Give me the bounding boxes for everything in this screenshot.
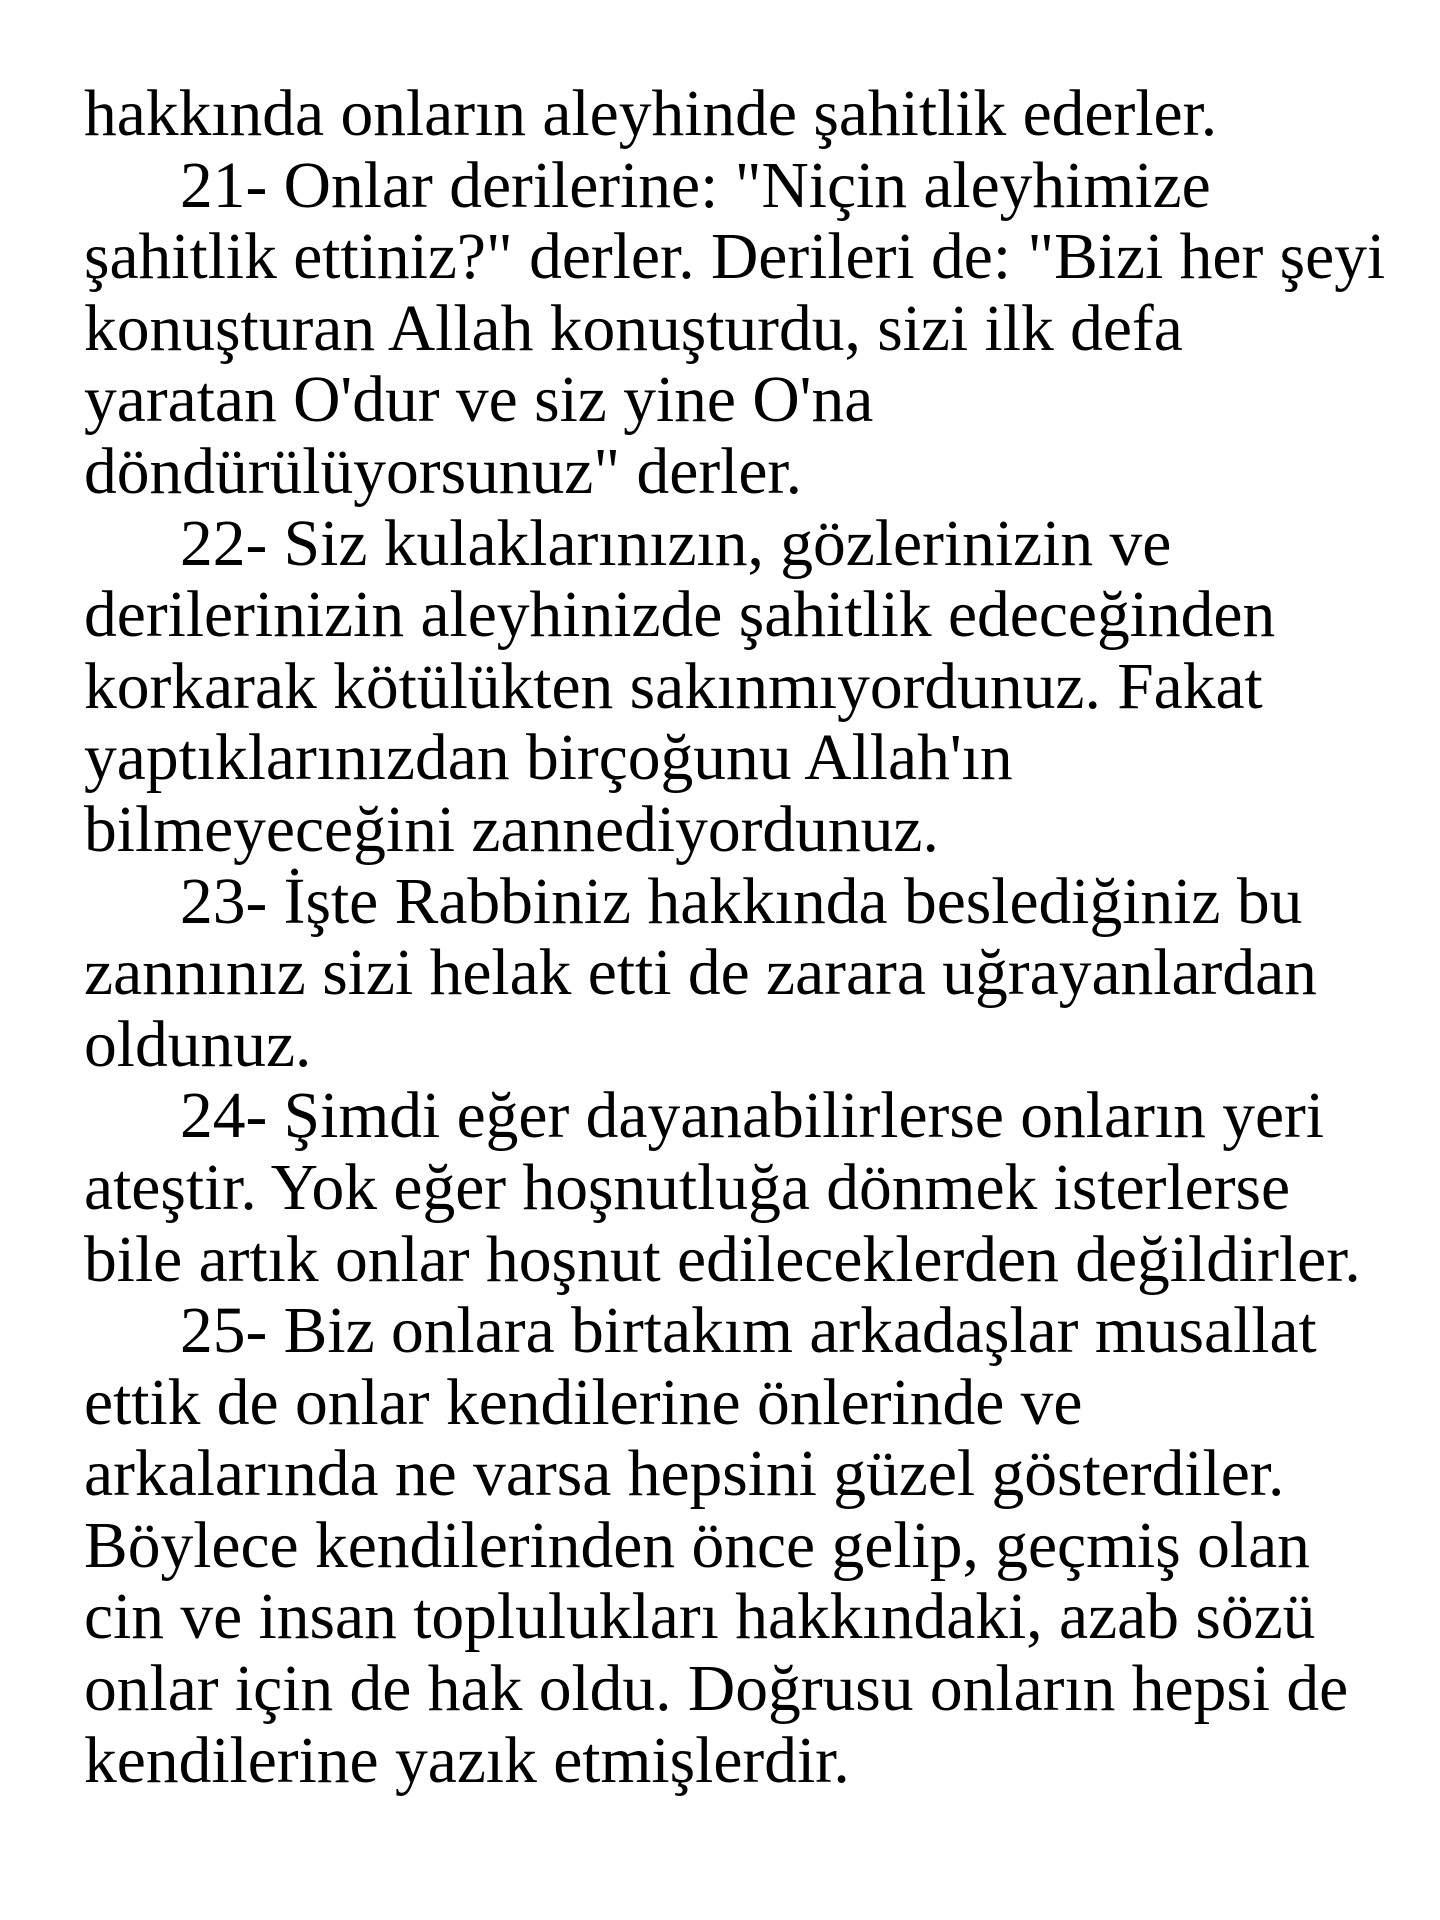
document-page [84, 79, 1424, 1797]
text-line: şahitlik ettiniz?" derler. Derileri de: "Bizi her şeyi [84, 221, 1386, 294]
text-line: derilerinizin aleyhinizde şahitlik edeceğinden [84, 579, 1276, 652]
paragraph-verse-25 [84, 1296, 1424, 1797]
text-line: korkarak kötülükten sakınmıyordunuz. Fakat [84, 650, 1263, 723]
text-line: bile artık onlar hoşnut edileceklerden değildirler. [84, 1223, 1361, 1296]
text-line: zannınız sizi helak etti de zarara uğrayanlardan [84, 937, 1317, 1010]
paragraph-verse-22 [84, 509, 1424, 867]
text-line: oldunuz. [84, 1008, 312, 1081]
text-line: cin ve insan toplulukları hakkındaki, azab sözü [84, 1581, 1316, 1654]
text-line: konuşturan Allah konuşturdu, sizi ilk defa [84, 292, 1183, 365]
paragraph-continuation [84, 79, 1424, 151]
text-line: 24- Şimdi eğer dayanabilirlerse onların yeri [180, 1080, 1325, 1153]
text-line: bilmeyeceğini zannediyordunuz. [84, 793, 939, 866]
text-line: 25- Biz onlara birtakım arkadaşlar musallat [180, 1295, 1317, 1368]
text-line: arkalarında ne varsa hepsini güzel gösterdiler. [84, 1438, 1285, 1511]
text-line: yaptıklarınızdan birçoğunu Allah'ın [84, 722, 1013, 795]
text-line: Böylece kendilerinden önce gelip, geçmiş olan [84, 1509, 1310, 1582]
paragraph-verse-21 [84, 151, 1424, 509]
text-line: 22- Siz kulaklarınızın, gözlerinizin ve [180, 507, 1172, 580]
paragraph-verse-24 [84, 1081, 1424, 1296]
text-line: onlar için de hak oldu. Doğrusu onların hepsi de [84, 1653, 1349, 1726]
text-line: döndürülüyorsunuz" derler. [84, 435, 802, 508]
text-line: yaratan O'dur ve siz yine O'na [84, 364, 874, 437]
text-line: ettik de onlar kendilerine önlerinde ve [84, 1366, 1083, 1439]
text-line: ateştir. Yok eğer hoşnutluğa dönmek isterlerse [84, 1151, 1291, 1224]
text-line: hakkında onların aleyhinde şahitlik ederler. [84, 78, 1218, 150]
text-line: 23- İşte Rabbiniz hakkında beslediğiniz bu [180, 865, 1303, 938]
text-line: kendilerine yazık etmişlerdir. [84, 1724, 850, 1797]
paragraph-verse-23 [84, 867, 1424, 1082]
text-line: 21- Onlar derilerine: "Niçin aleyhimize [180, 149, 1211, 222]
